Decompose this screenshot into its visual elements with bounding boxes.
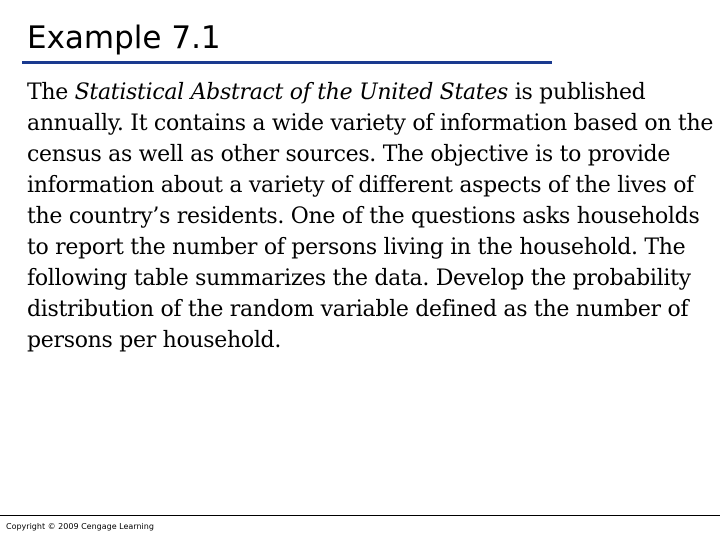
slide-title: Example 7.1 <box>27 20 221 56</box>
footer-divider <box>0 515 720 516</box>
title-underline <box>22 61 552 64</box>
body-text-italic-title: Statistical Abstract of the United States <box>74 80 509 105</box>
body-text-lead: The <box>27 80 75 105</box>
slide-body-text <box>27 77 717 356</box>
copyright-notice: Copyright © 2009 Cengage Learning <box>6 522 154 531</box>
body-text-rest: is published annually. It contains a wide variety of information based on the census as well as other sources. The objective is to provide information about a variety of different aspects of the lives of the country’s residents. One of the questions asks households to report the number of persons living in the household. The following table summarizes the data. Develop the probability distribution of the random variable defined as the number of persons per household. <box>27 80 714 353</box>
